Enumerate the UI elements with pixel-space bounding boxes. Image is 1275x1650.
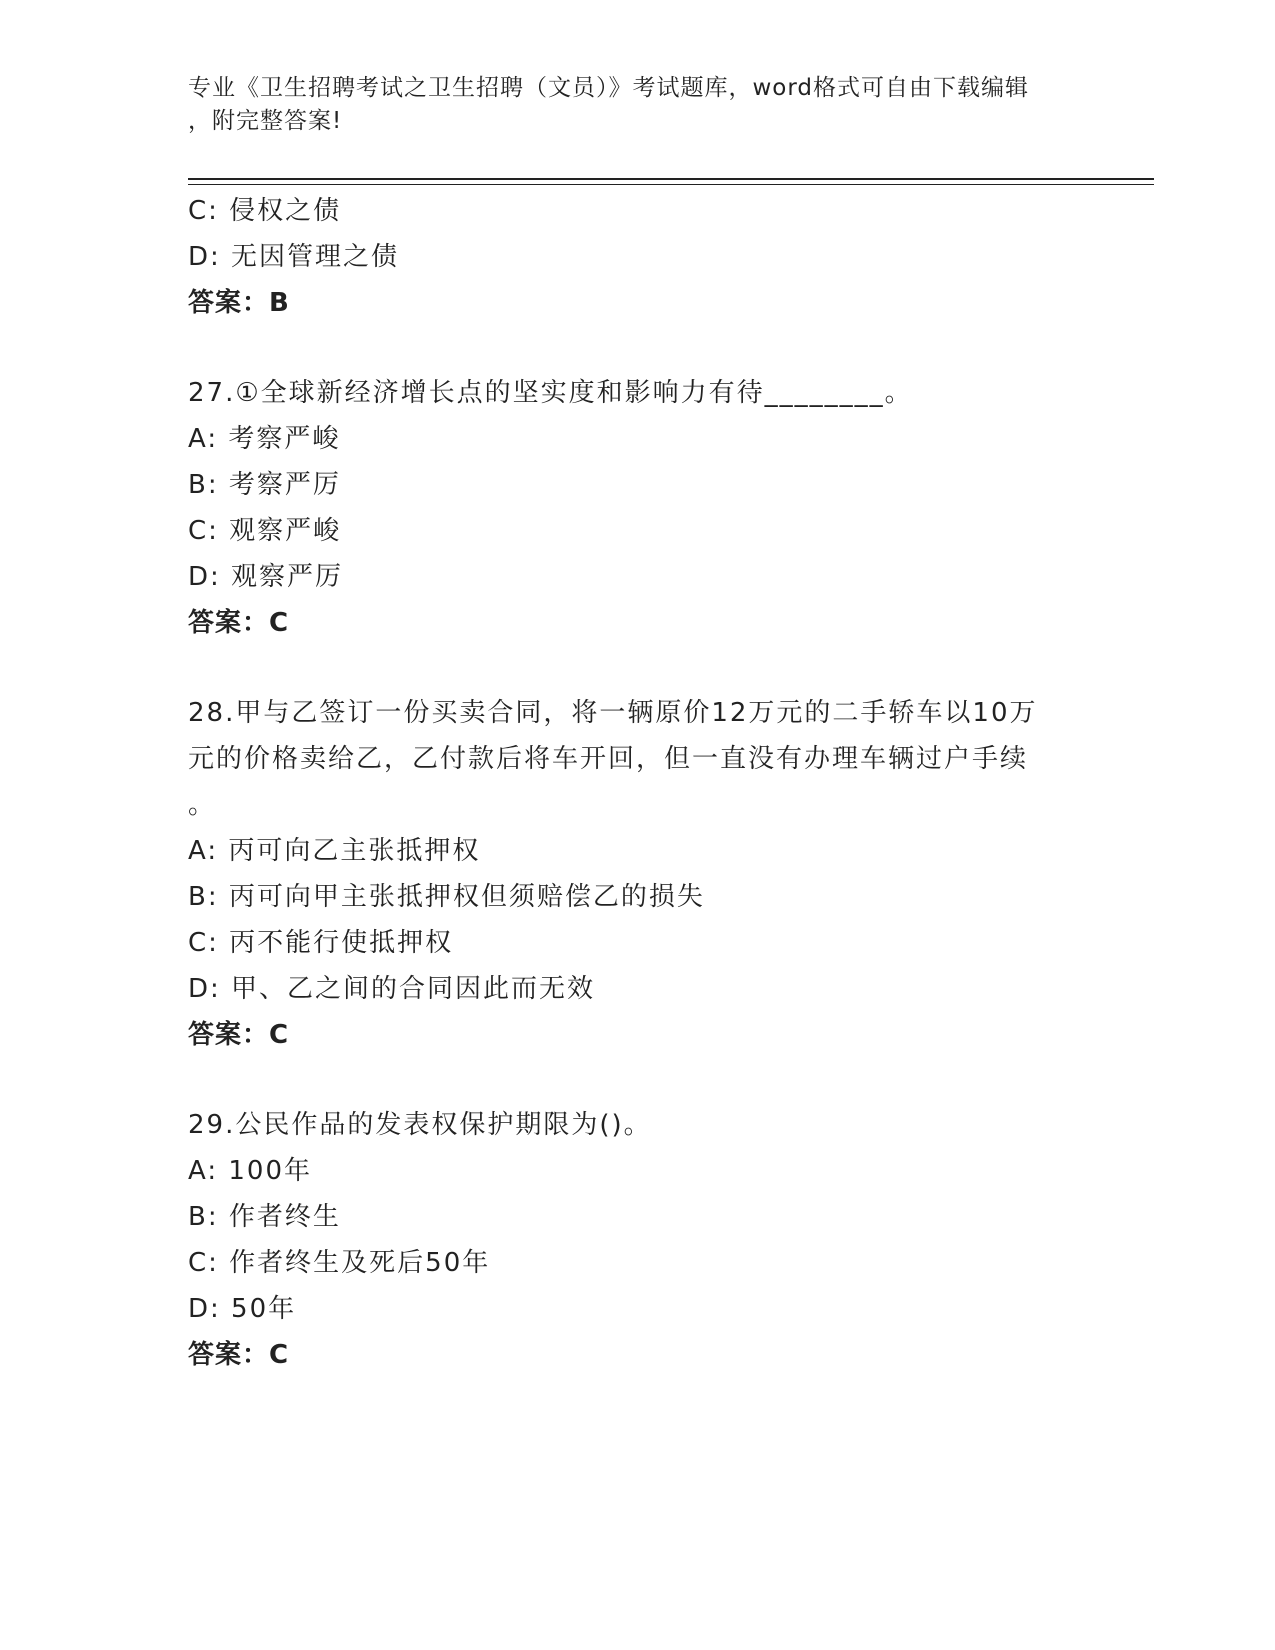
question-stem-line-2: 元的价格卖给乙，乙付款后将车开回，但一直没有办理车辆过户手续 — [188, 744, 1029, 774]
question-26-tail — [188, 188, 1088, 326]
option-d: D: 50年 — [188, 1294, 297, 1324]
question-stem: 29.公民作品的发表权保护期限为()。 — [188, 1110, 652, 1140]
option-c: C: 丙不能行使抵押权 — [188, 928, 454, 958]
option-a: A: 丙可向乙主张抵押权 — [188, 836, 481, 866]
option-c: C: 作者终生及死后50年 — [188, 1248, 491, 1278]
option-c: C: 侵权之债 — [188, 196, 342, 226]
header-divider-thick — [188, 178, 1154, 180]
answer-line: 答案：B — [188, 288, 290, 318]
spacer — [188, 326, 1088, 370]
answer-line: 答案：C — [188, 608, 290, 638]
option-d: D: 无因管理之债 — [188, 242, 400, 272]
question-stem-line-1: 28.甲与乙签订一份买卖合同，将一辆原价12万元的二手轿车以10万 — [188, 698, 1038, 728]
spacer — [188, 1058, 1088, 1102]
option-d: D: 观察严厉 — [188, 562, 344, 592]
question-stem: 27.①全球新经济增长点的坚实度和影响力有待________。 — [188, 378, 913, 408]
option-b: B: 丙可向甲主张抵押权但须赔偿乙的损失 — [188, 882, 705, 912]
option-a: A: 100年 — [188, 1156, 312, 1186]
question-29 — [188, 1102, 1088, 1378]
question-stem-line-3: 。 — [188, 790, 217, 820]
answer-line: 答案：C — [188, 1020, 290, 1050]
header-line-2: ，附完整答案! — [188, 108, 343, 134]
spacer — [188, 646, 1088, 690]
answer-line: 答案：C — [188, 1340, 290, 1370]
option-d: D: 甲、乙之间的合同因此而无效 — [188, 974, 596, 1004]
document-body — [188, 188, 1088, 1378]
option-b: B: 考察严厉 — [188, 470, 341, 500]
document-header — [188, 72, 1068, 138]
question-28 — [188, 690, 1088, 1058]
option-b: B: 作者终生 — [188, 1202, 341, 1232]
header-divider-thin — [188, 184, 1154, 185]
option-a: A: 考察严峻 — [188, 424, 341, 454]
header-line-1: 专业《卫生招聘考试之卫生招聘（文员）》考试题库，word格式可自由下载编辑 — [188, 75, 1030, 101]
question-27 — [188, 370, 1088, 646]
option-c: C: 观察严峻 — [188, 516, 342, 546]
